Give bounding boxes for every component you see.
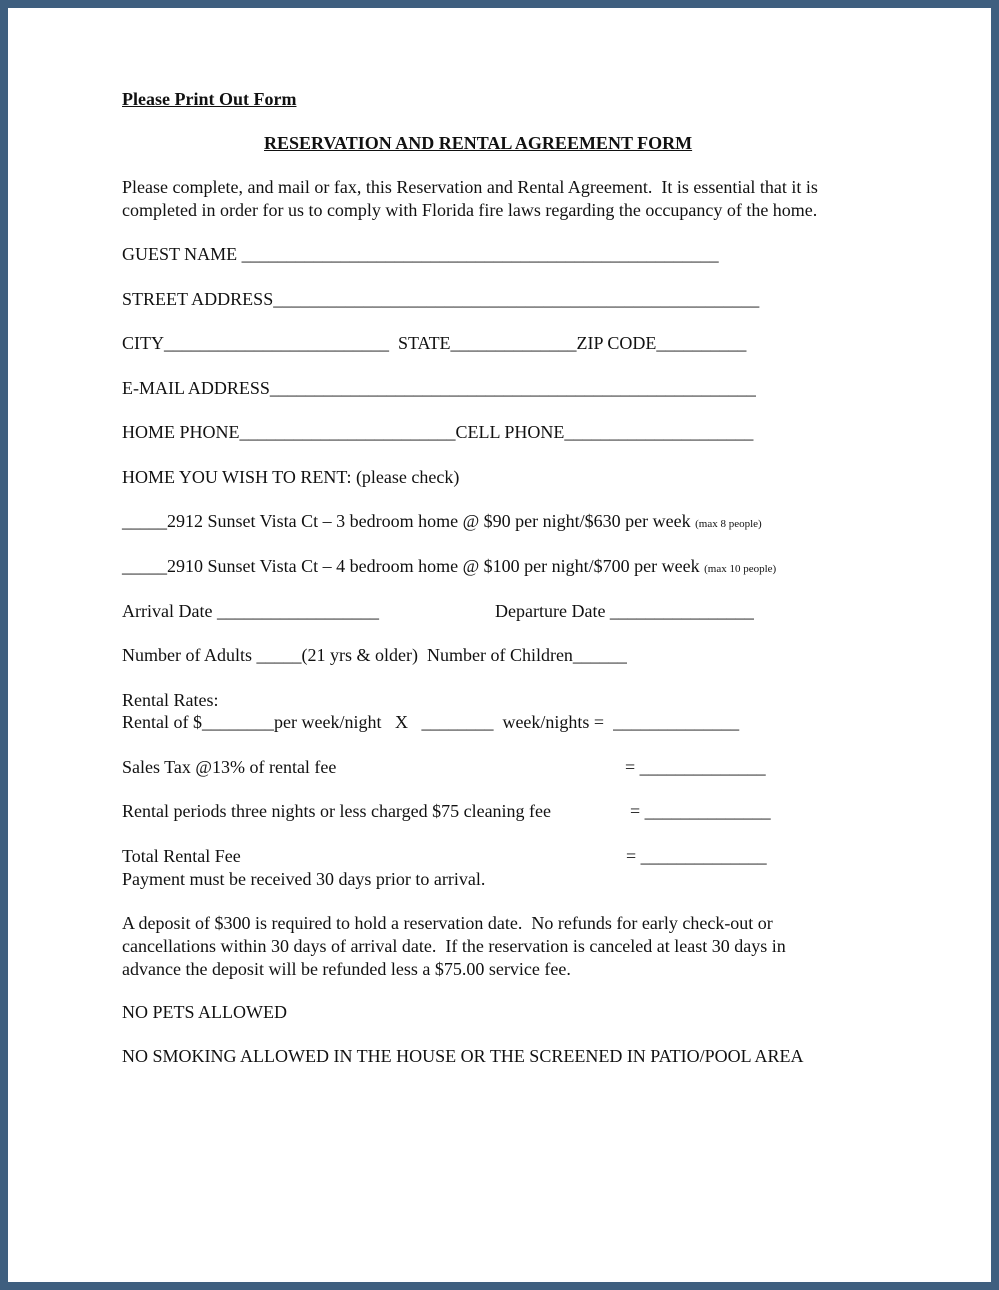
street-address-field: STREET ADDRESS______________________________________________________ — [122, 289, 760, 309]
arrival-date-field: Arrival Date __________________ — [122, 601, 379, 621]
page-title: RESERVATION AND RENTAL AGREEMENT FORM — [264, 133, 693, 153]
total-fee-label: Total Rental Fee — [122, 846, 241, 866]
guest-name-field: GUEST NAME _____________________________________________________ — [122, 244, 719, 264]
total-fee-value: = ______________ — [626, 846, 767, 866]
phone-fields: HOME PHONE________________________CELL PHONE_____________________ — [122, 422, 754, 442]
departure-date-field: Departure Date ________________ — [495, 601, 754, 621]
intro-line-1: Please complete, and mail or fax, this Reservation and Rental Agreement. It is essential that it is — [122, 177, 818, 197]
rental-rates-heading: Rental Rates: — [122, 690, 219, 710]
rental-of-line: Rental of $________per week/night X ________ week/nights = ______________ — [122, 712, 740, 732]
rental-option-1-text: _____2912 Sunset Vista Ct – 3 bedroom home @ $90 per night/$630 per week — [122, 511, 696, 531]
rental-choice-heading: HOME YOU WISH TO RENT: (please check) — [122, 467, 460, 487]
deposit-line-2: cancellations within 30 days of arrival date. If the reservation is canceled at least 30 days in — [122, 936, 786, 956]
rental-option-1 — [122, 510, 762, 535]
rental-option-2-note: (max 10 people) — [704, 563, 777, 575]
payment-note: Payment must be received 30 days prior to arrival. — [122, 869, 486, 889]
deposit-line-3: advance the deposit will be refunded less a $75.00 service fee. — [122, 959, 571, 979]
cleaning-fee-value: = ______________ — [630, 801, 771, 821]
intro-line-2: completed in order for us to comply with Florida fire laws regarding the occupancy of the home. — [122, 200, 818, 220]
rental-option-2 — [122, 555, 776, 580]
print-note: Please Print Out Form — [122, 89, 297, 109]
no-pets-rule: NO PETS ALLOWED — [122, 1002, 287, 1022]
no-smoking-rule: NO SMOKING ALLOWED IN THE HOUSE OR THE SCREENED IN PATIO/POOL AREA — [122, 1046, 804, 1066]
city-state-zip-field: CITY_________________________ STATE______________ZIP CODE__________ — [122, 333, 747, 353]
deposit-line-1: A deposit of $300 is required to hold a reservation date. No refunds for early check-out or — [122, 913, 773, 933]
guest-count-fields: Number of Adults _____(21 yrs & older) Number of Children______ — [122, 645, 627, 665]
sales-tax-value: = ______________ — [625, 757, 766, 777]
sales-tax-label: Sales Tax @13% of rental fee — [122, 757, 337, 777]
email-address-field: E-MAIL ADDRESS______________________________________________________ — [122, 378, 756, 398]
rental-option-1-note: (max 8 people) — [695, 518, 762, 530]
cleaning-fee-label: Rental periods three nights or less charged $75 cleaning fee — [122, 801, 552, 821]
rental-option-2-text: _____2910 Sunset Vista Ct – 4 bedroom home @ $100 per night/$700 per week — [122, 556, 705, 576]
form-page — [8, 8, 991, 1282]
